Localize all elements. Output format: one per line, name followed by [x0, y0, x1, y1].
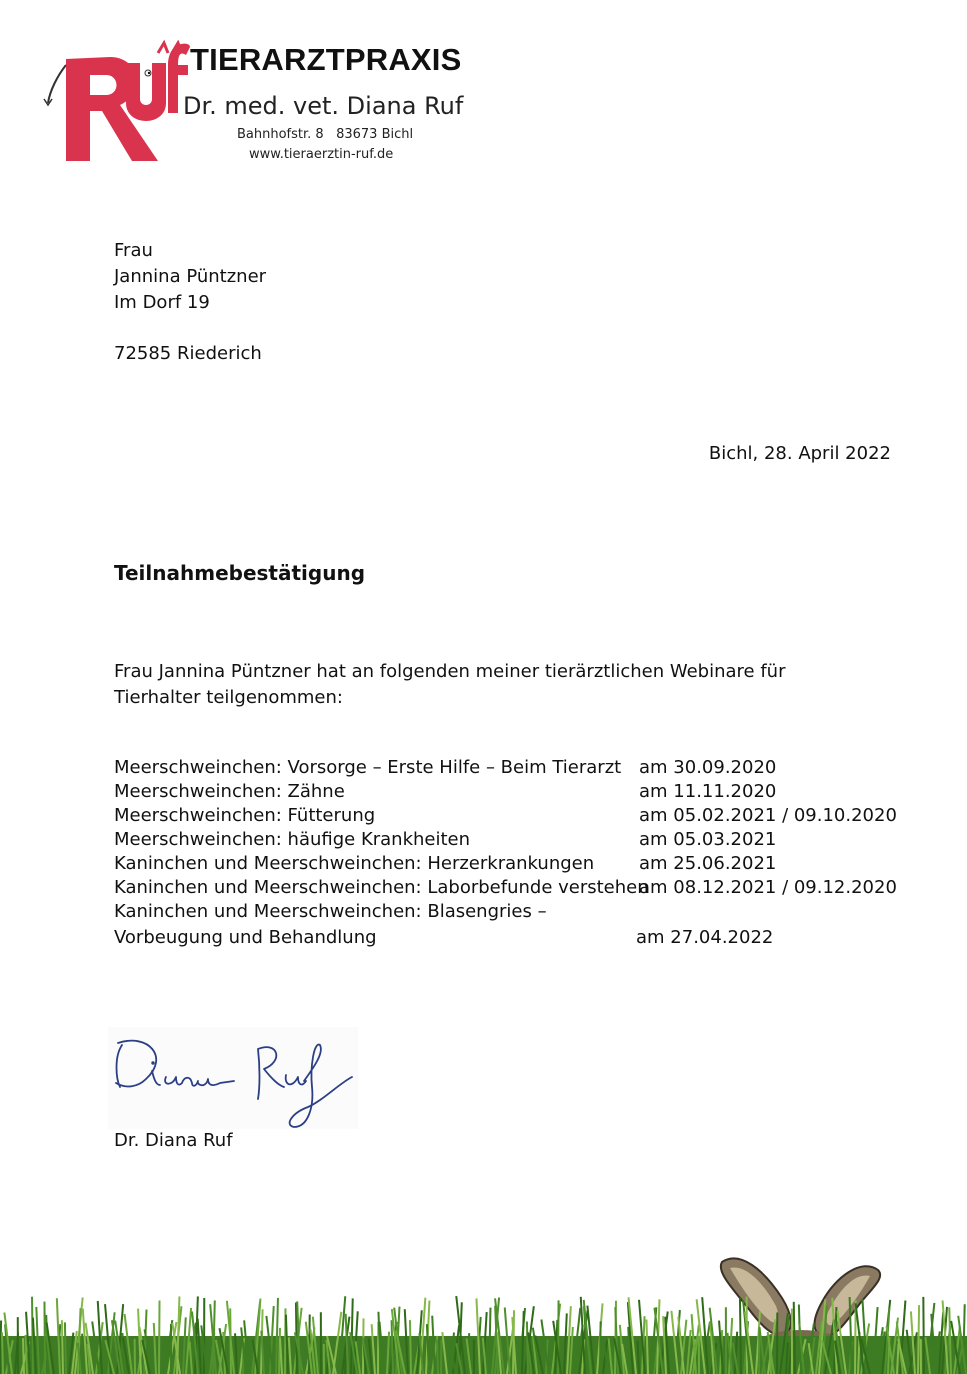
- webinar-title: Meerschweinchen: häufige Krankheiten: [114, 829, 471, 850]
- webinar-list: [114, 756, 914, 950]
- practice-website: www.tieraerztin-ruf.de: [249, 147, 394, 162]
- webinar-title: Kaninchen und Meerschweinchen: Blasengries –: [114, 901, 547, 922]
- webinar-date: am 11.11.2020: [639, 781, 777, 802]
- webinar-title: Kaninchen und Meerschweinchen: Herzerkrankungen: [114, 853, 595, 874]
- webinar-row: [114, 876, 914, 900]
- practice-address: Bahnhofstr. 8 83673 Bichl: [237, 127, 414, 142]
- recipient-salutation: Frau: [114, 240, 153, 261]
- recipient-address: [114, 238, 266, 367]
- webinar-row: [114, 852, 914, 876]
- webinar-date: am 08.12.2021 / 09.12.2020: [639, 877, 897, 898]
- letter-date: Bichl, 28. April 2022: [708, 443, 891, 464]
- webinar-date: am 05.03.2021: [639, 829, 777, 850]
- practice-name: TIERARZTPRAXIS: [190, 42, 462, 77]
- webinar-date: [639, 900, 909, 924]
- webinar-row: [114, 804, 914, 828]
- ruf-logo: [40, 35, 190, 167]
- webinar-row: [114, 926, 914, 950]
- recipient-name: Jannina Püntzner: [114, 266, 267, 287]
- webinar-row: [114, 828, 914, 852]
- handwritten-signature: [108, 1027, 358, 1129]
- webinar-date: am 27.04.2022: [636, 927, 774, 948]
- recipient-street: Im Dorf 19: [114, 292, 210, 313]
- recipient-city: 72585 Riederich: [114, 343, 262, 364]
- webinar-date: am 25.06.2021: [639, 853, 777, 874]
- intro-paragraph: Frau Jannina Püntzner hat an folgenden meiner tierärztlichen Webinare für Tierhalter teilgenommen:: [114, 661, 786, 708]
- webinar-date: am 30.09.2020: [639, 757, 777, 778]
- webinar-title: Meerschweinchen: Vorsorge – Erste Hilfe – Beim Tierarzt: [114, 757, 622, 778]
- webinar-row: [114, 756, 914, 780]
- webinar-title: Vorbeugung und Behandlung: [114, 927, 377, 948]
- webinar-title: Meerschweinchen: Fütterung: [114, 805, 376, 826]
- webinar-title: Kaninchen und Meerschweinchen: Laborbefunde verstehen: [114, 877, 649, 898]
- signer-name: Dr. Diana Ruf: [114, 1130, 233, 1151]
- webinar-title: Meerschweinchen: Zähne: [114, 781, 345, 802]
- practice-doctor: Dr. med. vet. Diana Ruf: [183, 92, 464, 120]
- letter-subject: Teilnahmebestätigung: [114, 561, 366, 585]
- webinar-row: [114, 900, 914, 924]
- webinar-date: am 05.02.2021 / 09.10.2020: [639, 805, 897, 826]
- webinar-row: [114, 780, 914, 804]
- grass-with-hare-ears-image: [0, 1250, 967, 1374]
